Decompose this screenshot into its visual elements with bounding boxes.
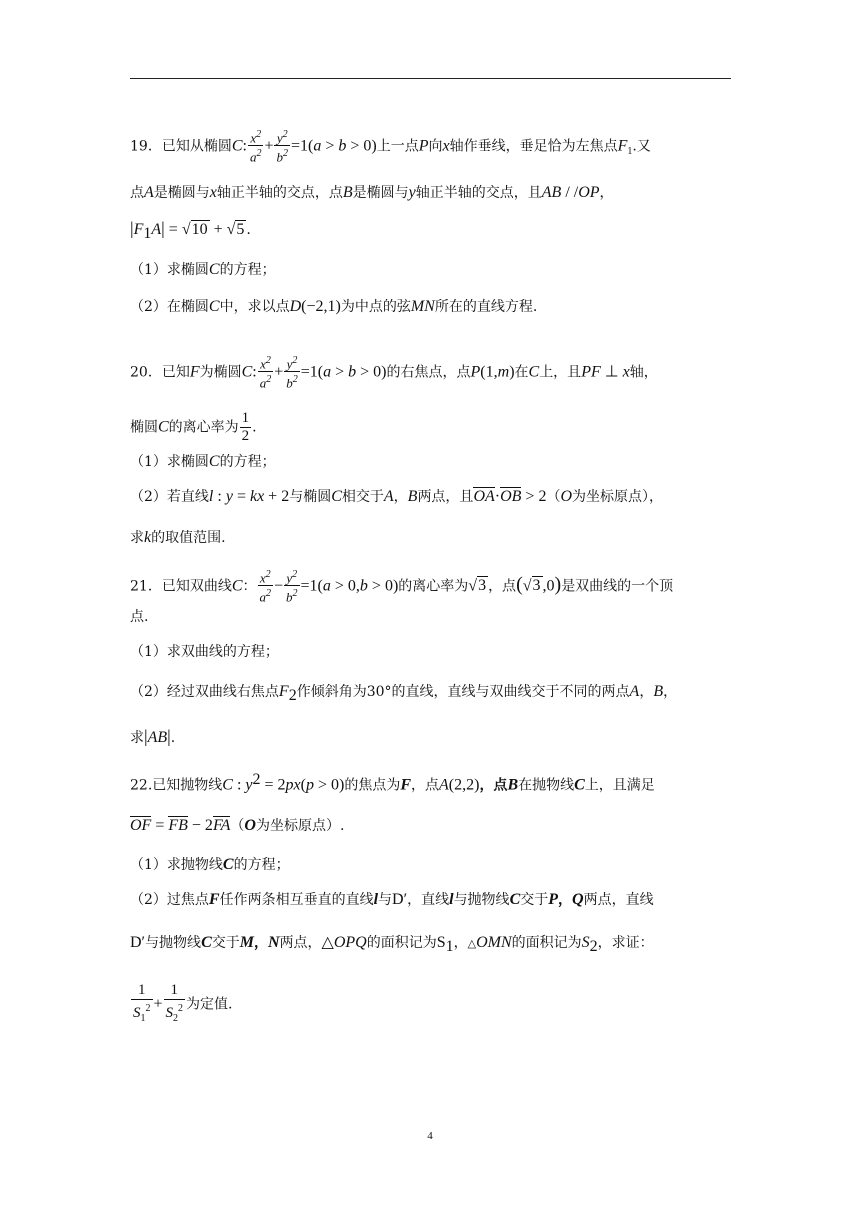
q19-part2: （2）在椭圆C中，求以点D(−2,1)为中点的弦MN所在的直线方程. [130,298,538,315]
q19-line1: 19．已知从椭圆C: $\frac{x^2}{a^2}$ + $\frac{y^2}{b^2}$ =1(a > b > 0)上一点P向x轴作垂线，垂足恰为左焦点$F_1$.又 [130,129,651,165]
header-rule [130,78,731,79]
q19-line2: 点A是椭圆与x轴正半轴的交点，点B是椭圆与y轴正半轴的交点，且AB / /OP， [130,184,614,201]
q22-line4: D′与抛物线C交于M，N两点，△OPQ的面积记为$S_1$，△OMN的面积记为$S_2$，求证： [130,934,654,955]
q22-line2: OF = FB − 2FA（O为坐标原点）. [130,817,345,834]
q21-line5: 求|AB|. [130,726,176,746]
q20-line2: 椭圆C的离心率为 $\frac{1}{2}$ . [130,410,257,444]
q22-line5: $\frac{1}{S_1^2}$ + $\frac{1}{S_2^2}$ 为定值. [130,982,731,1027]
q19-line3: $|F_1A| = √10 + √5$ . [130,218,251,242]
q20-part1: （1）求椭圆C的方程； [130,453,276,470]
q21-part1: （1）求双曲线的方程； [130,644,279,660]
q20-part2: （2）若直线l : y = kx + 2与椭圆C相交于A，B两点，且OA·OB > 2（O为坐标原点）， [130,488,664,505]
q19-part1: （1）求椭圆C的方程； [130,261,276,278]
q22-part1: （1）求抛物线C的方程； [130,856,290,873]
q20-line5: 求k的取值范围. [130,529,226,546]
q21-part2: （2）经过双曲线右焦点$F_2$作倾斜角为30°的直线，直线与双曲线交于不同的两点A，B， [130,683,678,704]
q20-line1: 20．已知F为椭圆C: $\frac{x^2}{a^2}$ + $\frac{y^2}{b^2}$ =1(a > b > 0)的右焦点，点P(1,m)在C上，且PF ⊥ x轴， [130,355,658,391]
q22-part2: （2）过焦点F任作两条相互垂直的直线l与D′，直线l与抛物线C交于P，Q两点，直线 [130,891,654,908]
q21-line2: 点. [130,609,149,625]
page-number: 4 [427,1130,433,1142]
q22-line1: 22.已知抛物线C : $y^2 = 2px(p > 0)$的焦点为F，点A(2,2)，点B在抛物线C上，且满足 [130,771,655,794]
q21-line1: 21．已知双曲线C： $\frac{x^2}{a^2}$ − $\frac{y^2}{b^2}$ =1(a > 0,b > 0)的离心率为√3 ，点(√3 ,0)是双曲线的一个顶 [130,569,674,605]
